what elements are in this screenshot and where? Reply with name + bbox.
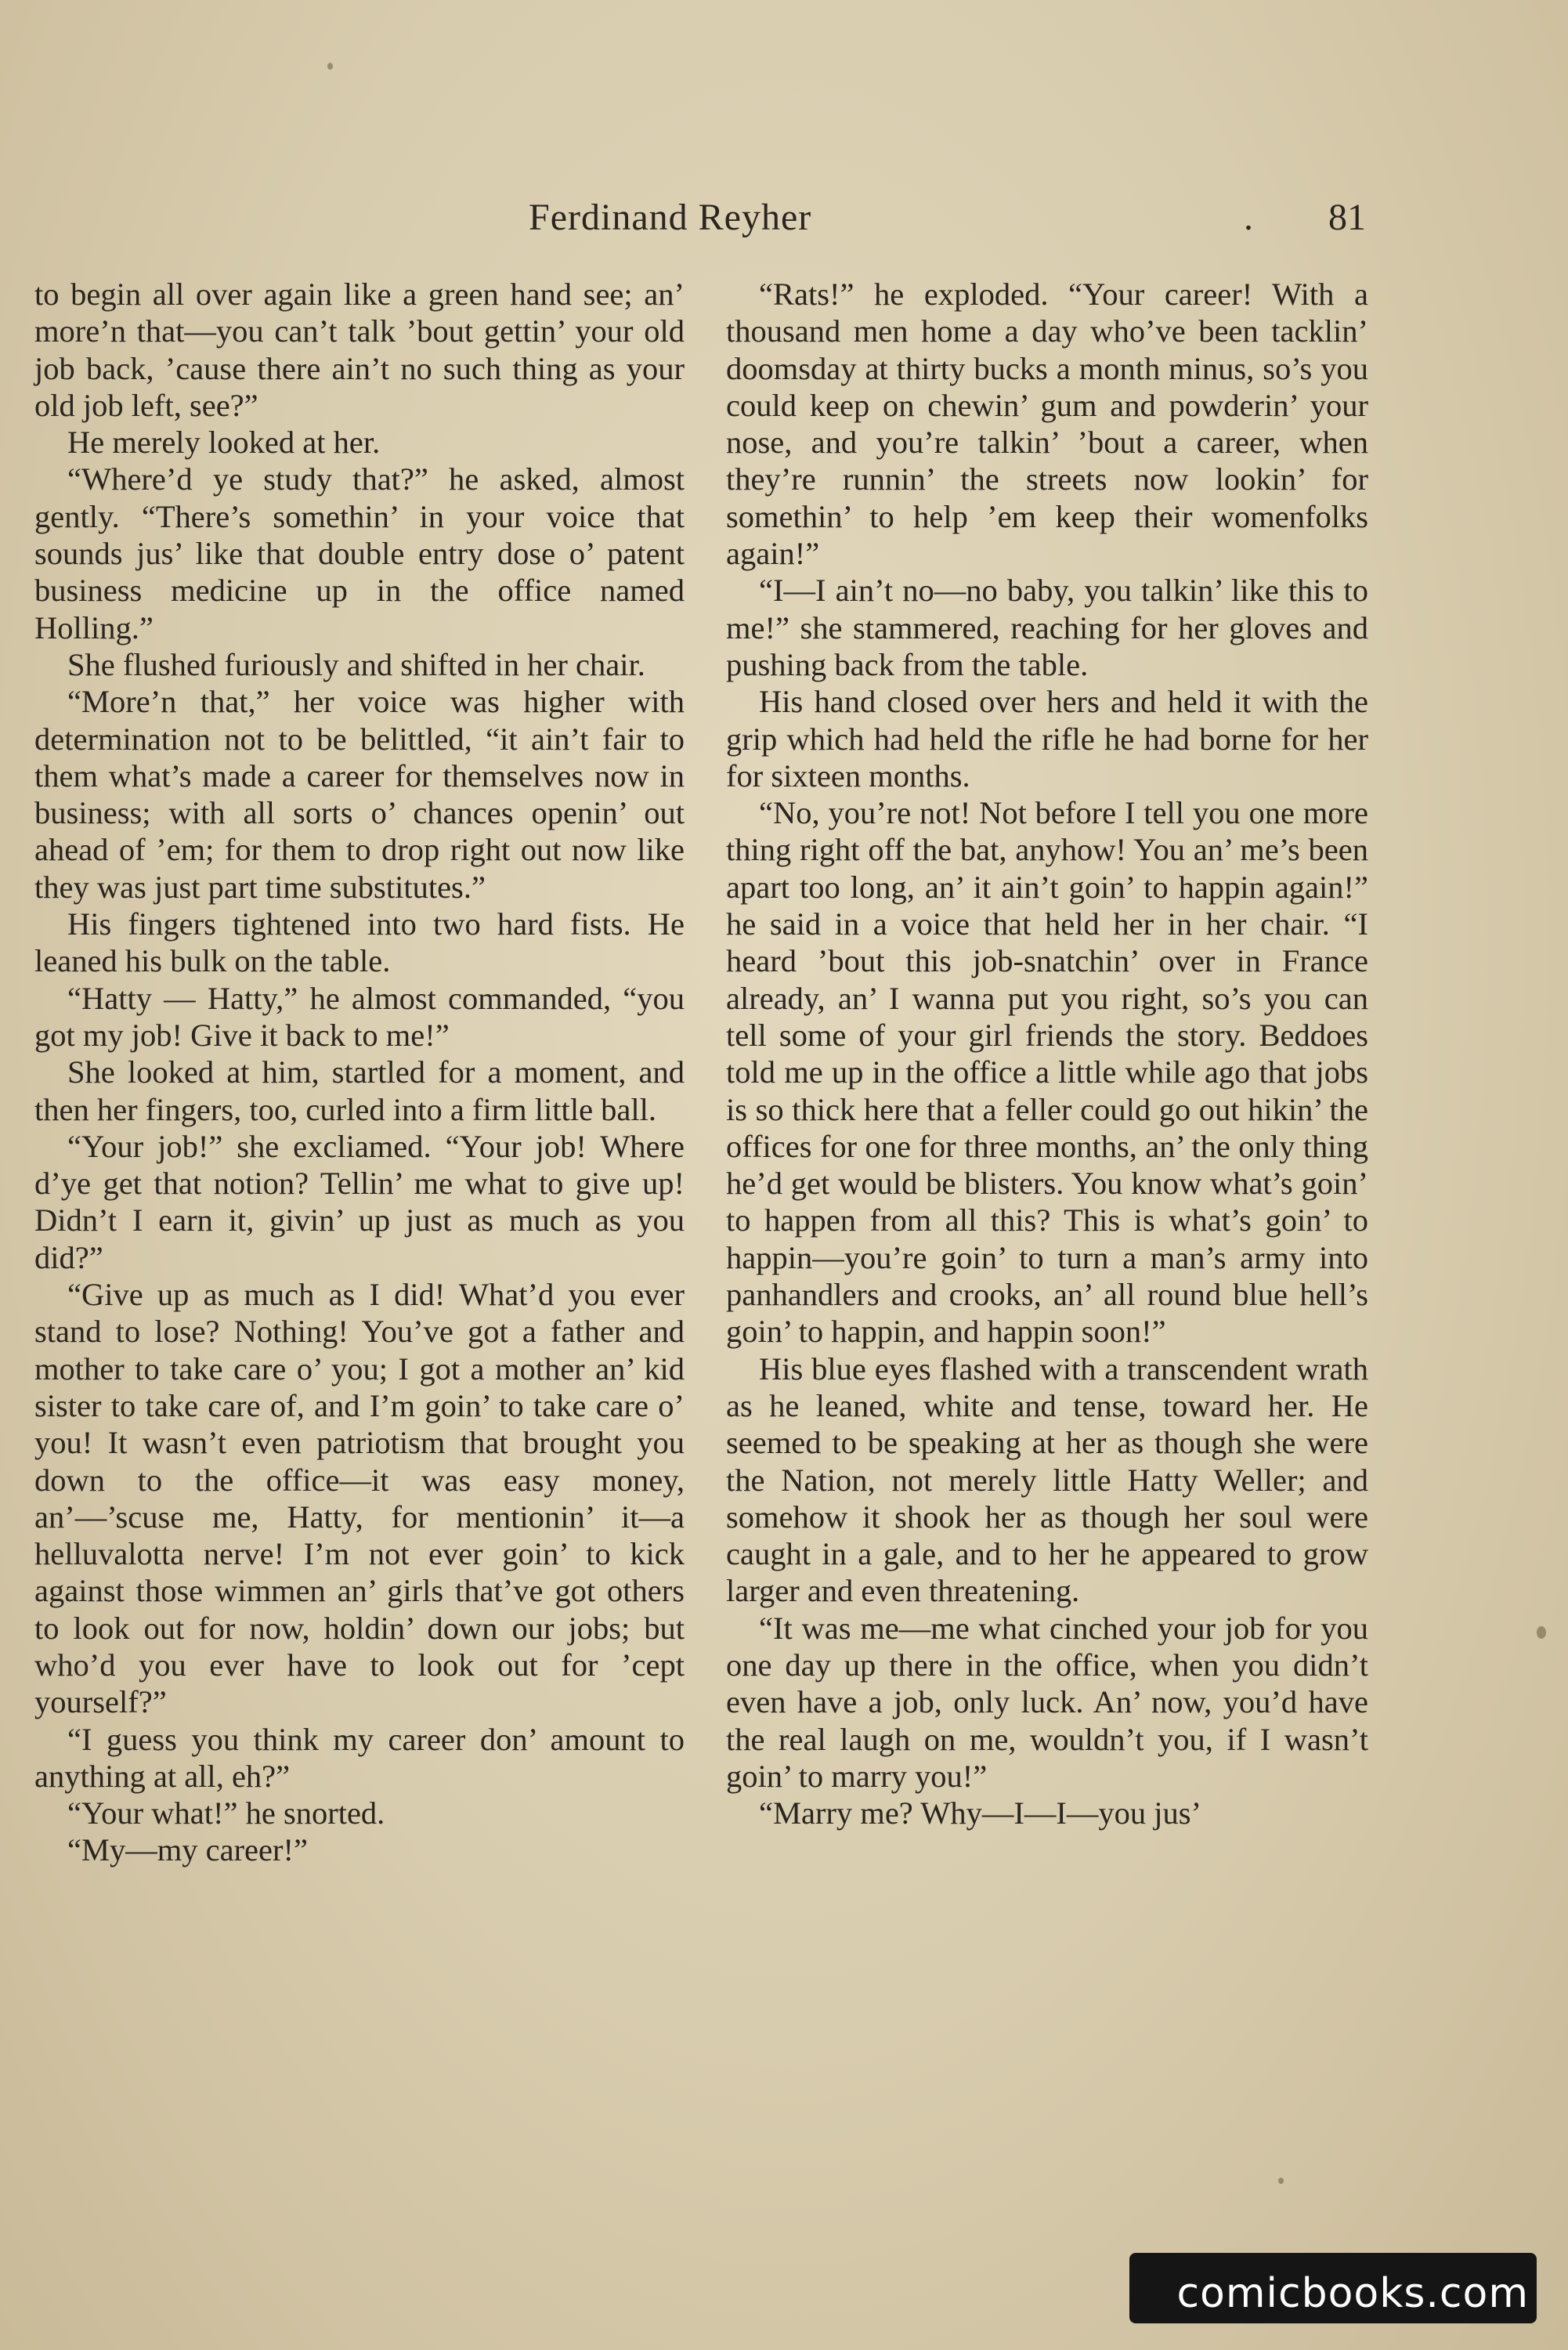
paragraph: “It was me—me what cinched your job for you one day up there in the office, when you didn’t even have a job, only luck. An’ now, you’d have the real laugh on me, wouldn’t you, if I wasn’t goin’ to marry you!” xyxy=(726,1610,1368,1794)
paragraph: His fingers tightened into two hard fists. He leaned his bulk on the table. xyxy=(34,906,685,979)
paragraph: She flushed furiously and shifted in her chair. xyxy=(67,646,645,682)
paper-speck xyxy=(327,63,333,70)
paragraph: “My—my career!” xyxy=(67,1832,308,1868)
paragraph: His blue eyes flashed with a transcendent wrath as he leaned, white and tense, toward her. He seemed to be speaking at her as though she were the Nation, not merely little Hatty Weller; and somehow it shook her as though her soul were caught in a gale, and to her he appeared to grow larger and even threatening. xyxy=(726,1350,1368,1609)
paper-speck xyxy=(1278,2178,1284,2184)
paragraph: “Hatty — Hatty,” he almost commanded, “you got my job! Give it back to me!” xyxy=(34,980,685,1053)
watermark-text: comicbooks.com xyxy=(1176,2270,1529,2317)
paragraph: to begin all over again like a green hand see; an’ more’n that—you can’t talk ’bout gettin’ your old job back, ’cause there ain’t no such thing as your old job left, see?” xyxy=(34,277,685,423)
paragraph: “I—I ain’t no—no baby, you talkin’ like this to me!” she stammered, reaching for her gloves and pushing back from the table. xyxy=(726,573,1368,682)
paragraph: “More’n that,” her voice was higher with determination not to be belittled, “it ain’t fair to them what’s made a career for themselves now in business; with all sorts o’ chances openin’ out ahead of ’em; for them to drop right out now like they was just part time substitutes.” xyxy=(34,684,685,905)
paragraph: “I guess you think my career don’ amount to anything at all, eh?” xyxy=(34,1721,685,1794)
paragraph: “Rats!” he exploded. “Your career! With a thousand men home a day who’ve been tacklin’ doomsday at thirty bucks a month minus, so’s you could keep on chewin’ gum and powderin’ your nose, and you’re talkin’ ’bout a career, when they’re runnin’ the streets now lookin’ for somethin’ to help ’em keep their womenfolks again!” xyxy=(726,277,1368,572)
paragraph: “Marry me? Why—I—I—you jus’ xyxy=(759,1795,1201,1831)
header-dot: . xyxy=(1244,197,1253,238)
paragraph: “Your job!” she excliamed. “Your job! Where d’ye get that notion? Tellin’ me what to give up! Didn’t I earn it, givin’ up just as much as you did?” xyxy=(34,1128,685,1275)
paragraph: She looked at him, startled for a moment, and then her fingers, too, curled into a firm little ball. xyxy=(34,1054,685,1127)
right-column xyxy=(726,276,1368,1831)
paragraph: He merely looked at her. xyxy=(67,425,381,461)
paragraph: “Your what!” he snorted. xyxy=(67,1795,385,1831)
paragraph: “Where’d ye study that?” he asked, almost gently. “There’s somethin’ in your voice that sounds jus’ like that double entry dose o’ patent business medicine up in the office named Holling.” xyxy=(34,461,685,645)
page-header xyxy=(0,196,1568,251)
paragraph: “Give up as much as I did! What’d you ever stand to lose? Nothing! You’ve got a father and mother to take care o’ you; I got a mother an’ kid sister to take care of, and I’m goin’ to take care o’ you! It wasn’t even patriotism that brought you down to the office—it was easy money, an’—’scuse me, Hatty, for mentionin’ it—a helluvalotta nerve! I’m not ever goin’ to kick against those wimmen an’ girls that’ve got others to look out for now, holdin’ down our jobs; but who’d you ever have to look out for ’cept yourself?” xyxy=(34,1277,685,1720)
page-number: 81 xyxy=(1328,197,1366,238)
paragraph: His hand closed over hers and held it with the grip which had held the rifle he had borne for her for sixteen months. xyxy=(726,684,1368,794)
running-head-author: Ferdinand Reyher xyxy=(529,197,812,238)
paragraph: “No, you’re not! Not before I tell you one more thing right off the bat, anyhow! You an’ me’s been apart too long, an’ it ain’t goin’ to happin again!” he said in a voice that held her in her chair. “I heard ’bout this job-snatchin’ over in France already, an’ I wanna put you right, so’s you can tell some of your girl friends the story. Beddoes told me up in the office a little while ago that jobs is so thick here that a feller could go out hikin’ the offices for one for three months, an’ the only thing he’d get would be blisters. You know what’s goin’ to happen from all this? This is what’s goin’ to happin—you’re goin’ to turn a man’s army into panhandlers and crooks, an’ all round blue hell’s goin’ to happin, and happin soon!” xyxy=(726,795,1368,1350)
paper-speck xyxy=(1537,1626,1546,1639)
left-column xyxy=(34,276,685,1869)
